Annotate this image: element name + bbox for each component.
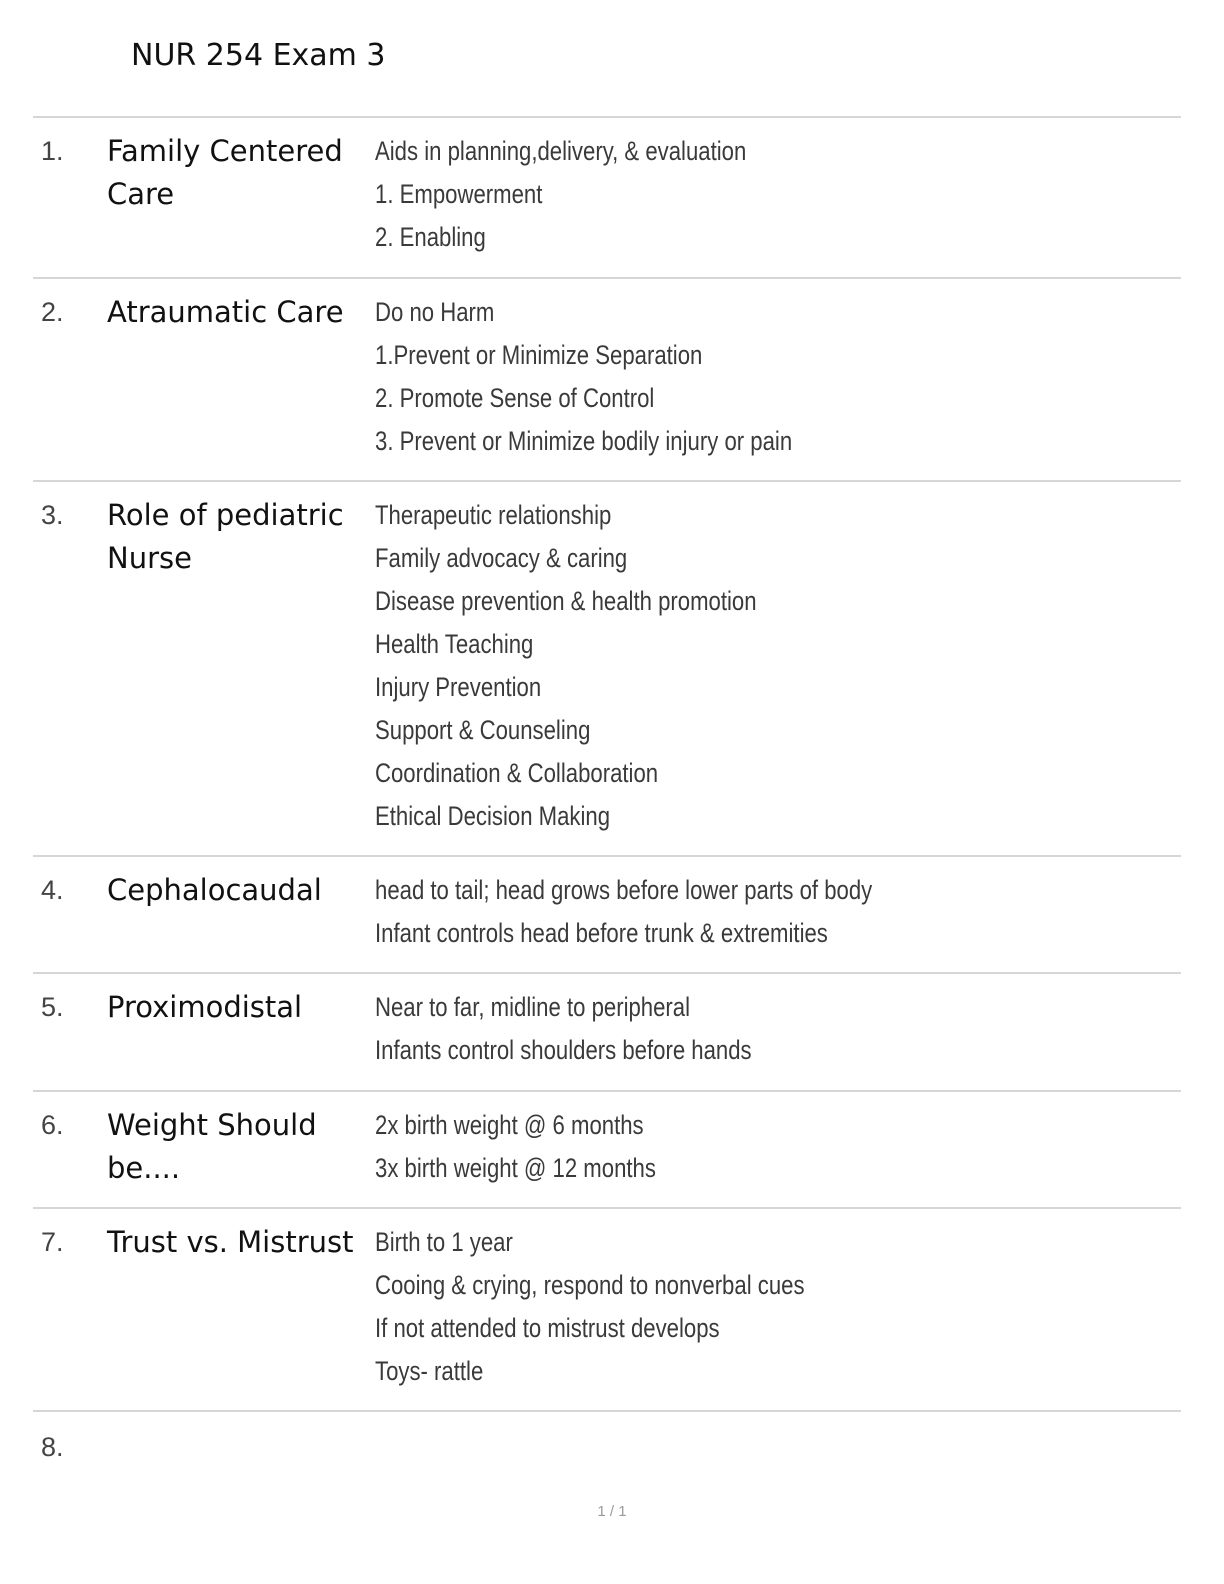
card-number: 5. <box>41 992 64 1022</box>
page-indicator: 1 / 1 <box>597 1503 627 1520</box>
card-number: 7. <box>41 1227 64 1257</box>
card-definition <box>375 494 1036 855</box>
definition-line: Disease prevention & health promotion <box>375 586 757 616</box>
term-line: Proximodistal <box>107 990 303 1024</box>
term-line: Care <box>107 177 175 211</box>
definition-line: If not attended to mistrust develops <box>375 1313 720 1343</box>
card-term <box>107 291 375 480</box>
card-number: 6. <box>41 1110 64 1140</box>
card-term <box>107 1221 375 1410</box>
term-line: Weight Should <box>107 1108 317 1142</box>
term-line: Role of pediatric <box>107 498 344 532</box>
card-term <box>107 1426 375 1480</box>
card-term <box>107 986 375 1090</box>
definition-line: Birth to 1 year <box>375 1227 513 1257</box>
definition-line: 3. Prevent or Minimize bodily injury or pain <box>375 426 793 456</box>
flashcard-row <box>33 1207 1181 1410</box>
definition-line: 2x birth weight @ 6 months <box>375 1110 644 1140</box>
definition-line: Injury Prevention <box>375 672 542 702</box>
card-number: 3. <box>41 500 64 530</box>
definition-line: Infant controls head before trunk & extremities <box>375 918 828 948</box>
definition-line: Near to far, midline to peripheral <box>375 992 691 1022</box>
card-definition <box>375 986 1036 1090</box>
term-line: Trust vs. Mistrust <box>107 1225 354 1259</box>
definition-line: Support & Counseling <box>375 715 591 745</box>
term-line: be.... <box>107 1151 181 1185</box>
definition-line: Coordination & Collaboration <box>375 758 659 788</box>
definition-line: Aids in planning,delivery, & evaluation <box>375 136 747 166</box>
definition-line: Cooing & crying, respond to nonverbal cues <box>375 1270 805 1300</box>
card-number: 1. <box>41 136 64 166</box>
definition-line: Toys- rattle <box>375 1356 484 1386</box>
flashcard-row <box>33 1410 1181 1480</box>
card-number: 8. <box>41 1432 64 1462</box>
flashcard-row <box>33 277 1181 480</box>
card-definition <box>375 869 1036 972</box>
card-definition <box>375 1104 1036 1207</box>
definition-line: head to tail; head grows before lower parts of body <box>375 875 873 905</box>
card-definition <box>375 291 1036 480</box>
flashcard-row <box>33 116 1181 277</box>
flashcard-row <box>33 1090 1181 1207</box>
flashcard-row <box>33 855 1181 972</box>
definition-line: 2. Promote Sense of Control <box>375 383 655 413</box>
term-line: Family Centered <box>107 134 343 168</box>
card-number: 4. <box>41 875 64 905</box>
term-line: Cephalocaudal <box>107 873 322 907</box>
definition-line: Family advocacy & caring <box>375 543 628 573</box>
flashcard-row <box>33 972 1181 1090</box>
definition-line: Infants control shoulders before hands <box>375 1035 752 1065</box>
card-number: 2. <box>41 297 64 327</box>
definition-line: Ethical Decision Making <box>375 801 611 831</box>
card-term <box>107 494 375 855</box>
definition-line: 1. Empowerment <box>375 179 543 209</box>
flashcard-list <box>33 116 1181 1480</box>
term-line: Atraumatic Care <box>107 295 344 329</box>
definition-line: Do no Harm <box>375 297 495 327</box>
definition-line: 2. Enabling <box>375 222 486 252</box>
document-title: NUR 254 Exam 3 <box>131 38 386 73</box>
card-definition <box>375 130 1036 277</box>
definition-line: Therapeutic relationship <box>375 500 612 530</box>
card-definition <box>375 1221 1036 1410</box>
definition-line: 3x birth weight @ 12 months <box>375 1153 656 1183</box>
card-term <box>107 130 375 277</box>
card-term <box>107 1104 375 1207</box>
definition-line: 1.Prevent or Minimize Separation <box>375 340 703 370</box>
flashcard-row <box>33 480 1181 855</box>
card-term <box>107 869 375 972</box>
term-line: Nurse <box>107 541 192 575</box>
card-definition <box>375 1426 1036 1480</box>
definition-line: Health Teaching <box>375 629 534 659</box>
